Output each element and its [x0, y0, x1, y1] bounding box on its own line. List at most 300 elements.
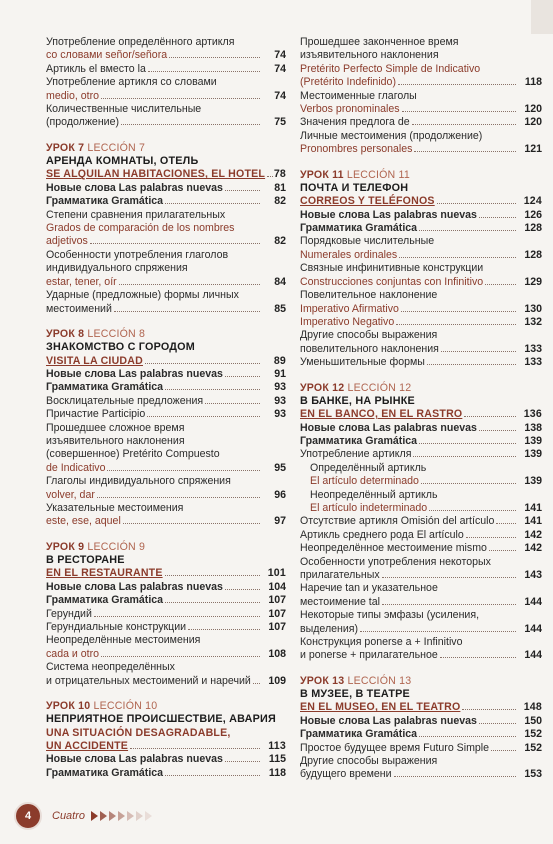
lesson-number: УРОК 9 [46, 540, 85, 553]
toc-page-number: 78 [273, 168, 286, 181]
toc-page-number: 82 [274, 235, 286, 248]
toc-entry-text: Imperativo Negativo [300, 315, 395, 328]
toc-entry-text: El artículo determinado [310, 475, 419, 488]
leader-dots [427, 364, 516, 365]
toc-entry-line [46, 289, 262, 302]
toc-entry-text: Другие способы выражения [300, 755, 438, 768]
toc-page-number: 115 [268, 753, 286, 766]
lesson-title: ПОЧТА И ТЕЛЕФОН [300, 181, 409, 194]
leader-dots [267, 176, 273, 177]
toc-page-number: 142 [524, 528, 542, 541]
toc-entry-text: adjetivos [46, 235, 88, 248]
toc-entry[interactable] [46, 368, 286, 381]
toc-page-number: 150 [524, 714, 542, 727]
page-number-badge: 4 [14, 802, 42, 830]
toc-page-number: 148 [523, 701, 542, 714]
leader-dots [123, 523, 260, 524]
lesson-subtitle-link[interactable] [46, 168, 286, 181]
page-number-word: Cuatro [52, 810, 86, 822]
lesson-heading [300, 675, 542, 688]
toc-entry-line [300, 143, 518, 156]
lesson-heading [300, 382, 542, 395]
lesson-number: УРОК 11 [300, 168, 344, 181]
leader-dots [398, 84, 516, 85]
lesson-number-es: LECCIÓN 9 [84, 540, 146, 553]
toc-entry[interactable] [300, 742, 542, 755]
leader-dots [148, 71, 260, 72]
toc-entry[interactable] [46, 195, 286, 208]
toc-entry[interactable] [300, 515, 542, 528]
toc-page-number: 82 [274, 195, 286, 208]
lesson-block [46, 142, 286, 182]
toc-entry[interactable] [46, 182, 286, 195]
toc-page-number: 93 [274, 381, 286, 394]
toc-entry-line [46, 767, 262, 780]
toc-entry-line [46, 49, 262, 62]
toc-entry-line [46, 515, 262, 528]
toc-entry-text: Восклицательные предложения [46, 394, 204, 407]
toc-page-number: 120 [524, 116, 542, 129]
toc-entry[interactable] [46, 767, 286, 780]
toc-entry[interactable] [46, 209, 286, 249]
leader-dots [360, 631, 516, 632]
toc-page-number: 118 [524, 76, 542, 89]
toc-page-number: 130 [524, 302, 542, 315]
toc-entry-text: Verbos pronominales [300, 103, 400, 116]
toc-entry-text: (Pretérito Indefinido) [300, 76, 396, 89]
toc-entry-line [300, 209, 518, 222]
toc-entry[interactable] [46, 249, 286, 289]
toc-page-number: 89 [273, 354, 286, 367]
toc-entry-text: Грамматика Gramática [46, 381, 164, 394]
toc-entry-text: Pretérito Perfecto Simple de Indicativo [300, 62, 481, 75]
toc-entry-text: Неопределённое местоимение mismo [300, 542, 487, 555]
toc-entry[interactable] [46, 381, 286, 394]
toc-entry-line [300, 701, 518, 714]
toc-entry-line [46, 103, 262, 116]
toc-page-number: 128 [524, 222, 542, 235]
toc-entry-line [46, 648, 262, 661]
toc-entry-line [46, 608, 262, 621]
toc-page-number: 96 [274, 488, 286, 501]
lesson-number-es: LECCIÓN 13 [344, 674, 412, 687]
toc-entry-text: El artículo indeterminado [310, 501, 428, 514]
toc-entry-text: Отсутствие артикля Omisión del artículo [300, 515, 495, 528]
toc-entry-text: Numerales ordinales [300, 248, 398, 261]
toc-entry-text: Грамматика Gramática [300, 222, 418, 235]
toc-entry-line [46, 448, 262, 461]
toc-page-number: 142 [524, 542, 542, 555]
toc-page-number: 132 [524, 315, 542, 328]
toc-entry-text: Уменьшительные формы [300, 356, 425, 369]
toc-page-number: 138 [524, 421, 542, 434]
toc-entry[interactable] [300, 316, 542, 329]
toc-entry-text: Грамматика Gramática [46, 766, 164, 779]
arrow-decoration-icon [91, 811, 152, 821]
leader-dots [401, 311, 516, 312]
toc-entry-line [46, 675, 262, 688]
toc-page-number: 85 [274, 302, 286, 315]
toc-entry-line [46, 462, 262, 475]
lesson-block [300, 169, 542, 209]
toc-entry-text: Употребление артикля со словами [46, 76, 217, 89]
toc-page-number: 152 [524, 728, 542, 741]
toc-entry[interactable] [46, 422, 286, 476]
toc-entry[interactable] [300, 289, 542, 316]
toc-entry[interactable] [46, 753, 286, 766]
toc-entry-line [300, 116, 518, 129]
toc-entry-line [310, 475, 518, 488]
toc-entry-line [300, 49, 518, 62]
toc-entry-line [300, 63, 518, 76]
leader-dots [225, 761, 260, 762]
toc-entry-text: medio, otro [46, 89, 99, 102]
leader-dots [90, 243, 260, 244]
leader-dots [419, 230, 516, 231]
toc-entry-line [300, 715, 518, 728]
toc-entry-text: VISITA LA CIUDAD [46, 354, 143, 367]
toc-entry[interactable] [300, 262, 542, 289]
leader-dots [114, 311, 260, 312]
toc-entry[interactable] [46, 634, 286, 661]
toc-entry-line [310, 462, 518, 475]
toc-entry-line [46, 249, 262, 262]
lesson-number: УРОК 13 [300, 674, 345, 687]
leader-dots [205, 403, 260, 404]
toc-entry[interactable] [46, 289, 286, 316]
lesson-heading [46, 142, 286, 155]
corner-tab [531, 0, 553, 34]
toc-entry-line [300, 435, 518, 448]
toc-entry[interactable] [46, 36, 286, 63]
toc-entry[interactable] [300, 235, 542, 262]
toc-entry[interactable] [300, 582, 542, 609]
toc-entry[interactable] [300, 489, 542, 516]
toc-entry[interactable] [46, 594, 286, 607]
toc-entry[interactable] [300, 36, 542, 90]
leader-dots [101, 98, 260, 99]
toc-entry-text: Грамматика Gramática [300, 434, 418, 447]
toc-entry[interactable] [46, 502, 286, 529]
toc-entry[interactable] [300, 209, 542, 222]
toc-entry-text: Грамматика Gramática [46, 594, 164, 607]
toc-page-number: 101 [267, 567, 286, 580]
lesson-subtitle-link[interactable] [300, 701, 542, 714]
toc-entry-line [46, 381, 262, 394]
toc-entry-line [46, 276, 262, 289]
toc-entry-text: и отрицательных местоимений и наречий [46, 674, 251, 687]
leader-dots [464, 416, 516, 417]
toc-entry-text: estar, tener, oír [46, 275, 117, 288]
leader-dots [440, 657, 516, 658]
toc-page-number: 121 [524, 143, 542, 156]
toc-entry[interactable] [300, 90, 542, 117]
toc-entry-line [300, 408, 518, 421]
leader-dots [119, 284, 260, 285]
toc-page-number: 91 [274, 367, 286, 380]
toc-entry-line [300, 742, 518, 755]
toc-page-number: 129 [524, 275, 542, 288]
leader-dots [485, 284, 516, 285]
toc-entry[interactable] [46, 581, 286, 594]
toc-right-column [300, 36, 542, 782]
toc-entry-text: UN ACCIDENTE [46, 740, 129, 753]
toc-entry-line [46, 502, 262, 515]
leader-dots [437, 203, 516, 204]
toc-entry-text: Повелительное наклонение [300, 289, 438, 302]
leader-dots [147, 416, 260, 417]
toc-entry-text: Конструкция ponerse a + Infinitivo [300, 636, 463, 649]
toc-entry-line [300, 649, 518, 662]
leader-dots [402, 111, 516, 112]
toc-entry-text: и ponerse + прилагательное [300, 649, 438, 662]
toc-entry-line [310, 502, 518, 515]
lesson-heading [46, 700, 286, 713]
toc-entry-text: Новые слова Las palabras nuevas [300, 714, 477, 727]
toc-entry[interactable] [300, 130, 542, 157]
toc-entry-line [46, 116, 262, 129]
toc-entry-line [300, 103, 518, 116]
toc-entry-text: cada и otro [46, 647, 100, 660]
leader-dots [489, 550, 516, 551]
toc-entry[interactable] [300, 755, 542, 782]
leader-dots [101, 656, 260, 657]
toc-page-number: 152 [524, 741, 542, 754]
toc-entry-text: Особенности употребления глаголов [46, 248, 229, 261]
toc-page-number: 74 [274, 62, 286, 75]
toc-entry-text: Артикль el вместо la [46, 62, 146, 75]
lesson-number: УРОК 7 [46, 141, 85, 154]
toc-page-number: 128 [524, 248, 542, 261]
lesson-title: НЕПРИЯТНОЕ ПРОИСШЕСТВИЕ, АВАРИЯ [46, 713, 276, 726]
toc-page-number: 120 [524, 103, 542, 116]
toc-entry-text: Imperativo Afirmativo [300, 302, 399, 315]
toc-entry-text: Новые слова Las palabras nuevas [300, 208, 477, 221]
toc-entry-line [300, 329, 518, 342]
toc-entry-line [46, 753, 262, 766]
lesson-subtitle-link[interactable] [46, 355, 286, 368]
toc-entry-line [46, 661, 262, 674]
leader-dots [253, 683, 260, 684]
toc-page-number: 107 [268, 594, 286, 607]
lesson-title: В БАНКЕ, НА РЫНКЕ [300, 394, 415, 407]
toc-entry[interactable] [300, 542, 542, 555]
lesson-number-es: LECCIÓN 10 [90, 700, 158, 713]
toc-page-number: 93 [274, 408, 286, 421]
toc-page-number: 139 [524, 434, 542, 447]
toc-entry-line [46, 303, 262, 316]
toc-entry[interactable] [300, 422, 542, 435]
toc-entry-text: Связные инфинитивные конструкции [300, 262, 484, 275]
toc-page-number: 93 [274, 394, 286, 407]
leader-dots [419, 443, 516, 444]
toc-entry-text: Наречие tan и указательное [300, 582, 438, 595]
toc-entry-line [300, 768, 518, 781]
toc-entry-text: местоимение tal [300, 595, 380, 608]
toc-entry-text: Определённый артикль [310, 461, 427, 474]
toc-page-number: 133 [524, 342, 542, 355]
toc-entry-text: выделения) [300, 622, 359, 635]
toc-entry[interactable] [300, 609, 542, 636]
toc-entry[interactable] [46, 408, 286, 421]
toc-entry-text: Грамматика Gramática [46, 195, 164, 208]
toc-entry-line [46, 594, 262, 607]
lesson-block [46, 328, 286, 368]
toc-entry-text: Неопределённый артикль [310, 488, 438, 501]
leader-dots [107, 470, 260, 471]
lesson-number: УРОК 10 [46, 700, 91, 713]
leader-dots [165, 203, 260, 204]
lesson-title: АРЕНДА КОМНАТЫ, ОТЕЛЬ [46, 154, 199, 167]
toc-entry-text: местоимений [46, 302, 112, 315]
toc-entry[interactable] [300, 435, 542, 448]
lesson-title: В РЕСТОРАНЕ [46, 553, 125, 566]
toc-page-number: 133 [524, 356, 542, 369]
toc-entry-line [46, 36, 262, 49]
toc-entry[interactable] [46, 76, 286, 103]
toc-entry-text: CORREOS Y TELÉFONOS [300, 195, 435, 208]
lesson-subtitle-link[interactable] [46, 567, 286, 580]
toc-entry-line [46, 63, 262, 76]
lesson-subtitle-link[interactable] [46, 727, 286, 754]
toc-entry-line [300, 316, 518, 329]
leader-dots [429, 510, 516, 511]
toc-entry[interactable] [46, 103, 286, 130]
toc-page-number: 136 [523, 408, 542, 421]
toc-entry-text: Употребление артикля [300, 448, 412, 461]
toc-entry[interactable] [46, 661, 286, 688]
toc-entry-text: Количественные числительные [46, 103, 202, 116]
toc-page-number: 74 [274, 49, 286, 62]
toc-entry-line [300, 422, 518, 435]
toc-page-number: 141 [524, 515, 542, 528]
leader-dots [382, 577, 516, 578]
toc-entry[interactable] [300, 448, 542, 461]
toc-entry-text: EN EL RESTAURANTE [46, 567, 163, 580]
toc-entry-line [300, 582, 518, 595]
leader-dots [97, 497, 260, 498]
lesson-block [300, 675, 542, 715]
toc-entry-line [46, 489, 262, 502]
lesson-block [46, 700, 286, 753]
toc-page-number: 139 [524, 475, 542, 488]
toc-page-number: 75 [274, 116, 286, 129]
toc-entry-line [46, 727, 262, 740]
toc-entry-text: Pronombres personales [300, 143, 413, 156]
toc-entry-text: Новые слова Las palabras nuevas [46, 580, 223, 593]
lesson-number-es: LECCIÓN 8 [84, 327, 146, 340]
toc-entry[interactable] [300, 462, 542, 489]
toc-entry-text: Некоторые типы эмфазы (усиления, [300, 609, 480, 622]
leader-dots [479, 430, 516, 431]
toc-page-number: 118 [268, 766, 286, 779]
toc-entry-text: Новые слова Las palabras nuevas [46, 367, 223, 380]
toc-page-number: 107 [268, 621, 286, 633]
toc-entry-line [46, 567, 262, 580]
toc-entry-text: Новые слова Las palabras nuevas [46, 753, 223, 766]
toc-entry[interactable] [300, 116, 542, 129]
toc-entry[interactable] [300, 636, 542, 663]
toc-entry-line [46, 475, 262, 488]
toc-entry-line [300, 303, 518, 316]
leader-dots [466, 537, 516, 538]
toc-entry-line [300, 728, 518, 741]
toc-entry-line [300, 235, 518, 248]
toc-entry-text: Новые слова Las palabras nuevas [46, 181, 223, 194]
toc-entry-text: Простое будущее время Futuro Simple [300, 741, 490, 754]
toc-entry-text: Прошедшее сложное время [46, 421, 185, 434]
leader-dots [225, 376, 260, 377]
toc-page-number: 113 [268, 740, 286, 753]
toc-entry[interactable] [300, 356, 542, 369]
toc-entry-text: Неопределённые местоимения [46, 634, 201, 647]
lesson-number: УРОК 8 [46, 327, 85, 340]
toc-entry-text: Герундиальные конструкции [46, 621, 187, 633]
toc-entry-text: изъявительного наклонения [300, 49, 439, 62]
toc-entry-text: Ударные (предложные) формы личных [46, 289, 239, 302]
toc-entry[interactable] [300, 728, 542, 741]
toc-page-number: 144 [524, 649, 542, 662]
toc-entry-text: Употребление определённого артикля [46, 36, 235, 48]
toc-entry-line [46, 422, 262, 435]
toc-entry-text: Герундий [46, 607, 92, 620]
leader-dots [421, 483, 516, 484]
leader-dots [479, 217, 516, 218]
toc-entry-line [46, 355, 262, 368]
lesson-title: В МУЗЕЕ, В ТЕАТРЕ [300, 687, 410, 700]
toc-entry-text: este, ese, aquel [46, 515, 121, 528]
toc-entry-text: volver, dar [46, 488, 95, 501]
leader-dots [399, 257, 516, 258]
toc-entry[interactable] [46, 475, 286, 502]
leader-dots [496, 523, 516, 524]
toc-entry-text: de Indicativo [46, 461, 106, 474]
toc-entry[interactable] [46, 621, 286, 634]
toc-entry-text: индивидуального спряжения [46, 262, 188, 275]
toc-entry[interactable] [300, 222, 542, 235]
toc-entry[interactable] [300, 556, 542, 583]
toc-page-number: 144 [524, 622, 542, 635]
toc-entry[interactable] [46, 608, 286, 621]
leader-dots [412, 124, 516, 125]
toc-entry-text: Личные местоимения (продолжение) [300, 129, 483, 142]
toc-entry-line [46, 209, 262, 222]
lesson-block [300, 382, 542, 422]
toc-entry-line [300, 515, 518, 528]
toc-entry-text: изъявительного наклонения [46, 434, 185, 447]
toc-entry-line [300, 222, 518, 235]
toc-left-column [46, 36, 286, 780]
toc-entry-text: Система неопределённых [46, 661, 175, 674]
lesson-subtitle-link[interactable] [300, 408, 542, 421]
toc-page-number: 74 [274, 89, 286, 102]
toc-entry-line [300, 343, 518, 356]
toc-entry-text: (продолжение) [46, 116, 120, 129]
toc-entry-text: Глаголы индивидуального спряжения [46, 475, 231, 488]
lesson-subtitle-link[interactable] [300, 195, 542, 208]
toc-entry-line [46, 182, 262, 195]
toc-entry[interactable] [300, 715, 542, 728]
toc-entry-text: Новые слова Las palabras nuevas [300, 421, 477, 434]
toc-entry-line [300, 609, 518, 622]
leader-dots [419, 736, 516, 737]
toc-entry[interactable] [46, 63, 286, 76]
toc-entry[interactable] [300, 529, 542, 542]
toc-entry[interactable] [300, 329, 542, 356]
toc-page-number: 97 [274, 515, 286, 528]
leader-dots [121, 124, 260, 125]
toc-entry[interactable] [46, 395, 286, 408]
